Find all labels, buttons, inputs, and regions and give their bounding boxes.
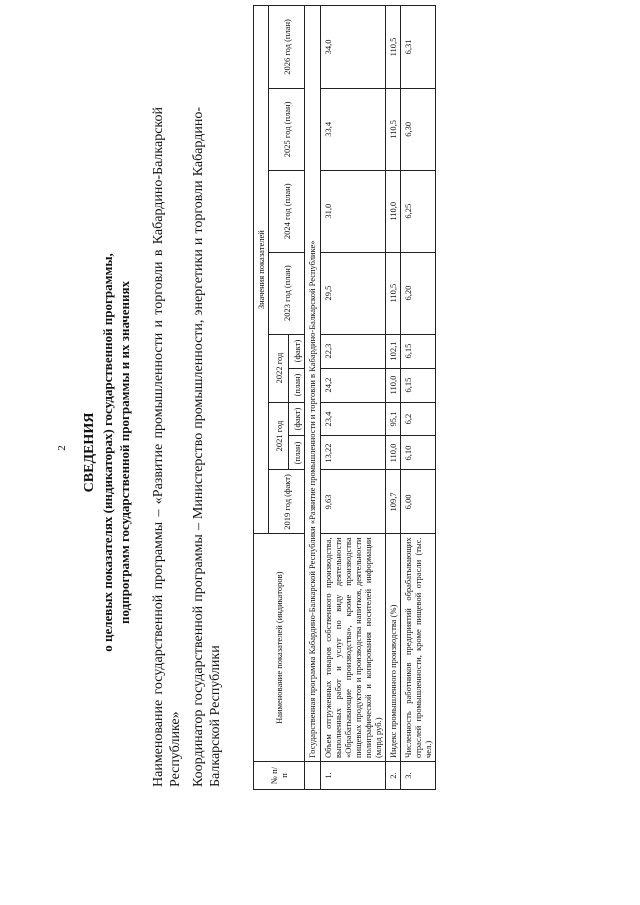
value-2019: 109,7	[386, 470, 401, 534]
header-number: № п/п	[254, 762, 305, 790]
value-2021-fact: 6,2	[401, 402, 436, 436]
document-title: СВЕДЕНИЯ	[82, 412, 97, 493]
value-2022-fact: 22,3	[321, 334, 386, 368]
value-2019: 9,63	[321, 470, 386, 534]
value-2023: 6,20	[401, 252, 436, 334]
document-subtitle-2: подпрограмм государственной программы и их значениях	[117, 280, 132, 625]
header-2026: 2026 год (план)	[269, 6, 305, 89]
value-2026: 6,31	[401, 6, 436, 89]
value-2021-fact: 95,1	[386, 402, 401, 436]
value-2024: 31,0	[321, 170, 386, 252]
header-2023: 2023 год (план)	[269, 252, 305, 334]
value-2023: 29,5	[321, 252, 386, 334]
program-coordinator-paragraph: Координатор государственной программы – Министерство промышленности, энергетики и торговли Кабардино-Балкарской Республики	[191, 107, 223, 787]
row-indicator-name: Индекс промышленного производства (%)	[386, 534, 401, 762]
value-2026: 110,5	[386, 6, 401, 89]
header-2021: 2021 год	[269, 402, 289, 470]
value-2022-fact: 6,15	[401, 334, 436, 368]
value-2021-plan: 6,10	[401, 436, 436, 470]
table-row	[401, 6, 436, 790]
value-2023: 110,5	[386, 252, 401, 334]
value-2021-plan: 110,0	[386, 436, 401, 470]
value-2022-fact: 102,1	[386, 334, 401, 368]
row-number: 1.	[321, 762, 386, 790]
header-2025: 2025 год (план)	[269, 88, 305, 170]
header-values: Значения показателей	[254, 6, 269, 534]
row-indicator-name: Численность работников предприятий обрабатывающих отраслей промышленности, кроме пищевой отрасли (тыс. чел.)	[401, 534, 436, 762]
value-2024: 110,0	[386, 170, 401, 252]
header-2021-fact: (факт)	[289, 402, 305, 436]
table-row	[321, 6, 386, 790]
value-2026: 34,0	[321, 6, 386, 89]
value-2025: 6,30	[401, 88, 436, 170]
header-2022: 2022 год	[269, 334, 289, 402]
table-row	[386, 6, 401, 790]
program-name-paragraph: Наименование государственной программы – «Развитие промышленности и торговли в Кабардино-Балкарской Республике»	[151, 107, 183, 787]
row-number: 2.	[386, 762, 401, 790]
document-subtitle-1: о целевых показателях (индикаторах) государственной программы,	[100, 253, 115, 652]
program-group-row: Государственная программа Кабардино-Балкарской Республики «Развитие промышленности и торговли в Кабардино-Балкарской Республике»	[305, 6, 321, 762]
row-number: 3.	[401, 762, 436, 790]
header-2019: 2019 год (факт)	[269, 470, 305, 534]
value-2022-plan: 24,2	[321, 368, 386, 402]
value-2025: 110,5	[386, 88, 401, 170]
header-2022-fact: (факт)	[289, 334, 305, 368]
header-2022-plan: (план)	[289, 368, 305, 402]
value-2025: 33,4	[321, 88, 386, 170]
header-indicator-name: Наименование показателей (индикаторов)	[254, 534, 305, 762]
value-2021-fact: 23,4	[321, 402, 386, 436]
header-2021-plan: (план)	[289, 436, 305, 470]
value-2022-plan: 110,0	[386, 368, 401, 402]
value-2019: 6,00	[401, 470, 436, 534]
value-2022-plan: 6,15	[401, 368, 436, 402]
indicators-table	[253, 5, 436, 790]
value-2024: 6,25	[401, 170, 436, 252]
row-indicator-name: Объем отгруженных товаров собственного производства, выполненных работ и услуг по виду деятельности «Обрабатывающие производства», кроме производства пищевых продуктов и производства напитков, деятельности полиграфической и копирования носителей информации (млрд руб.)	[321, 534, 386, 762]
page-number: 2	[56, 445, 68, 451]
value-2021-plan: 13,22	[321, 436, 386, 470]
header-2024: 2024 год (план)	[269, 170, 305, 252]
